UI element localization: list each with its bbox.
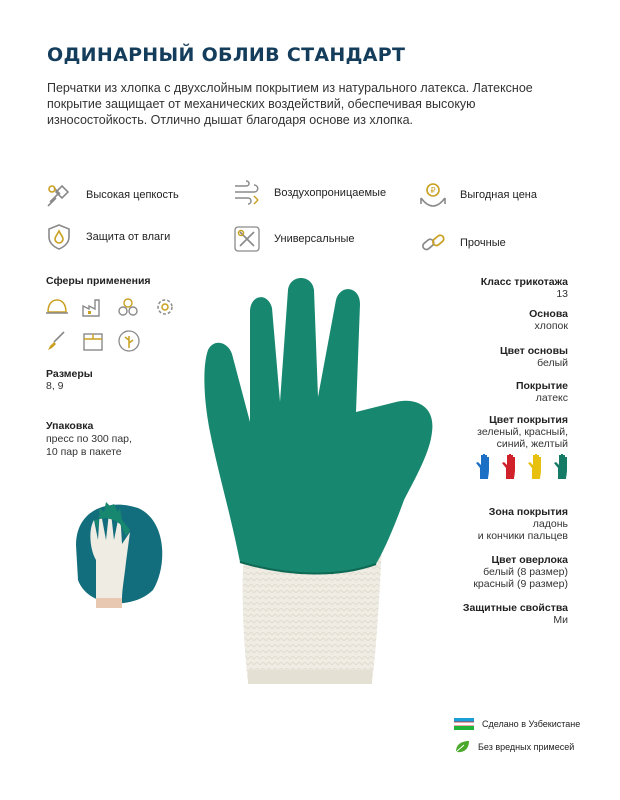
eco-badge (454, 740, 574, 754)
made-in-text: Сделано в Узбекистане (482, 719, 581, 729)
sizes-label: Размеры (46, 368, 93, 380)
made-in-badge (454, 718, 580, 730)
page-title: ОДИНАРНЫЙ ОБЛИВ СТАНДАРТ (47, 44, 406, 66)
hard-hat-icon (44, 294, 70, 320)
moisture-shield-icon (44, 222, 74, 252)
packing-line-2: 10 пар в пакете (46, 446, 122, 458)
overlock-line-2: красный (9 размер) (473, 578, 568, 590)
svg-text:₽: ₽ (430, 186, 436, 195)
feature-label: Выгодная цена (460, 189, 537, 201)
price-icon (418, 180, 448, 210)
box-icon (80, 328, 106, 354)
feature-breathable (232, 178, 386, 208)
factory-icon (80, 294, 106, 320)
coating-zone-line-1: ладонь (532, 518, 568, 530)
coating-color-line-2: синий, желтый (496, 438, 568, 450)
spheres-label: Сферы применения (46, 275, 151, 287)
chain-icon (418, 228, 448, 258)
grip-icon (44, 180, 74, 210)
protective-label: Защитные свойства (462, 602, 568, 614)
feature-label: Прочные (460, 237, 506, 249)
gear-icon (152, 294, 178, 320)
feature-moisture (44, 222, 170, 252)
coating-zone-label: Зона покрытия (488, 506, 568, 518)
knit-class-value: 13 (556, 288, 568, 300)
feature-grip (44, 180, 179, 210)
protective-value: Ми (553, 614, 568, 626)
feature-price (418, 180, 537, 210)
base-label: Основа (529, 308, 568, 320)
spheres-icons (44, 294, 184, 354)
coating-zone-line-2: и кончики пальцев (477, 530, 568, 542)
base-value: хлопок (534, 320, 568, 332)
blue-glove-icon (474, 452, 498, 480)
packing-line-1: пресс по 300 пар, (46, 433, 132, 445)
breathable-icon (232, 178, 262, 208)
feature-universal (232, 224, 355, 254)
base-color-label: Цвет основы (499, 345, 568, 357)
coating-color-label: Цвет покрытия (489, 414, 568, 426)
brush-icon (44, 328, 70, 354)
feature-label: Защита от влаги (86, 231, 171, 243)
coating-value: латекс (535, 392, 568, 404)
red-glove-icon (500, 452, 524, 480)
product-description: Перчатки из хлопка с двухслойным покрытием из натурального латекса. Латексное покрытие защищает от механических воздействий, обеспечивая высокую износостойкость. Отлично дышат благодаря основе из хлопка. (47, 81, 533, 127)
green-glove-icon (552, 452, 576, 480)
main-glove-image (200, 272, 440, 692)
overlock-color-label: Цвет оверлока (491, 554, 568, 566)
coating-label: Покрытие (515, 380, 568, 392)
overlock-line-1: белый (8 размер) (483, 566, 568, 578)
agriculture-icon (116, 328, 142, 354)
tools-icon (232, 224, 262, 254)
eco-text: Без вредных примесей (478, 742, 575, 752)
leaf-icon (454, 740, 470, 754)
coating-color-swatches (474, 452, 576, 480)
feature-label: Высокая цепкость (86, 189, 179, 201)
glove-on-hand-image (68, 490, 168, 610)
uzbekistan-flag-icon (454, 718, 474, 730)
knit-class-label: Класс трикотажа (480, 276, 568, 288)
feature-durable (418, 228, 506, 258)
feature-label: Универсальные (274, 233, 355, 245)
yellow-glove-icon (526, 452, 550, 480)
coating-color-line-1: зеленый, красный, (477, 426, 568, 438)
logs-icon (116, 294, 142, 320)
base-color-value: белый (537, 357, 568, 369)
feature-label: Воздухопроницаемые (274, 187, 387, 199)
sizes-value: 8, 9 (46, 380, 64, 392)
packing-label: Упаковка (46, 420, 94, 432)
